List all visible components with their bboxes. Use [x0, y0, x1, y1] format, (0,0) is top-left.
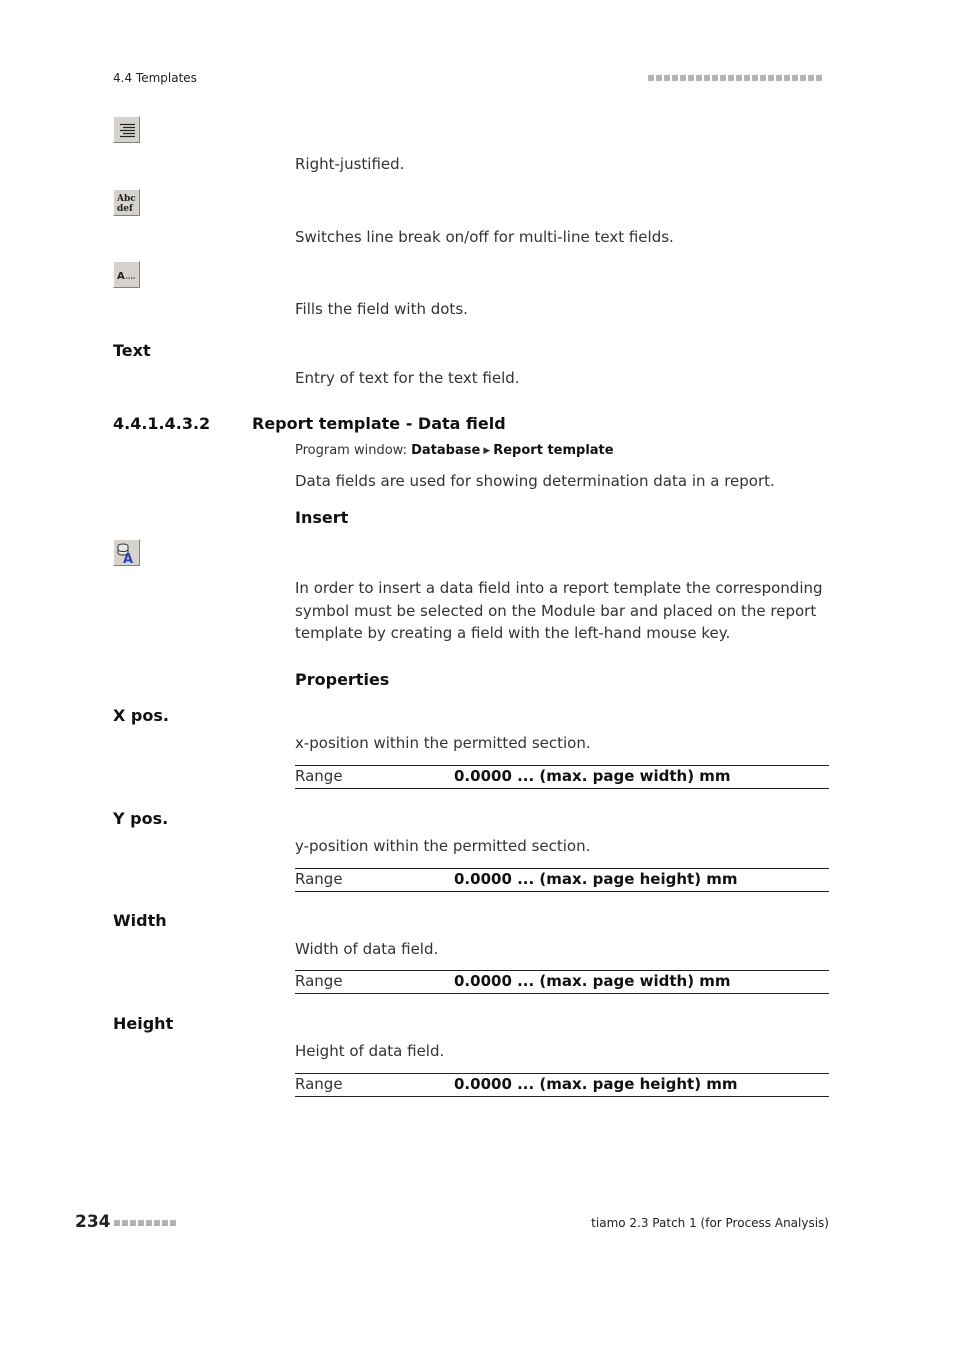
insert-description: In order to insert a data field into a report template the corresponding symbol must be selected on the Module bar and placed on the report template by creating a field with the left-hand mouse key.: [295, 579, 823, 642]
section-number: 4.4.1.4.3.2: [113, 414, 211, 433]
ypos-range-row: [295, 868, 829, 892]
path-item-report-template: Report template: [493, 443, 614, 458]
fill-dots-description: Fills the field with dots.: [295, 300, 468, 318]
footer-product: tiamo 2.3 Patch 1 (for Process Analysis): [591, 1216, 829, 1230]
running-header-section: 4.4 Templates: [113, 71, 197, 85]
svg-text:A: A: [123, 552, 134, 565]
line-break-description: Switches line break on/off for multi-line text fields.: [295, 228, 674, 246]
height-description: Height of data field.: [295, 1042, 445, 1060]
ypos-range-value: 0.0000 ... (max. page height) mm: [454, 870, 738, 888]
ypos-description: y-position within the permitted section.: [295, 837, 591, 855]
svg-text:Abc: Abc: [117, 194, 136, 204]
width-range-label: Range: [295, 972, 343, 990]
height-term: Height: [113, 1014, 174, 1033]
program-window-path: [295, 443, 614, 458]
height-range-label: Range: [295, 1075, 343, 1093]
properties-heading: Properties: [295, 670, 390, 689]
height-range-row: [295, 1073, 829, 1097]
path-label: Program window:: [295, 443, 407, 458]
page-number: 234: [75, 1212, 111, 1232]
height-range-value: 0.0000 ... (max. page height) mm: [454, 1075, 738, 1093]
section-title: Report template - Data field: [252, 414, 506, 433]
insert-heading: Insert: [295, 508, 349, 527]
width-term: Width: [113, 911, 167, 930]
text-term: Text: [113, 341, 151, 360]
svg-text:def: def: [117, 204, 133, 214]
align-right-icon: [113, 116, 140, 143]
ypos-range-label: Range: [295, 870, 343, 888]
align-right-description: Right-justified.: [295, 155, 405, 173]
text-description: Entry of text for the text field.: [295, 369, 520, 387]
width-range-row: [295, 970, 829, 994]
width-range-value: 0.0000 ... (max. page width) mm: [454, 972, 731, 990]
width-description: Width of data field.: [295, 940, 439, 958]
section-intro: Data fields are used for showing determination data in a report.: [295, 472, 775, 490]
header-dots-decoration: [648, 75, 822, 81]
xpos-range-label: Range: [295, 767, 343, 785]
ypos-term: Y pos.: [113, 809, 169, 828]
xpos-description: x-position within the permitted section.: [295, 734, 591, 752]
data-field-icon: [113, 539, 140, 566]
fill-dots-icon: [113, 261, 140, 288]
xpos-range-value: 0.0000 ... (max. page width) mm: [454, 767, 731, 785]
svg-text:A: A: [117, 271, 125, 282]
xpos-range-row: [295, 765, 829, 789]
path-arrow-icon: ▶: [483, 446, 491, 456]
path-item-database: Database: [411, 443, 481, 458]
xpos-term: X pos.: [113, 706, 169, 725]
footer-dots-decoration: [114, 1220, 176, 1226]
line-break-icon: [113, 189, 140, 216]
